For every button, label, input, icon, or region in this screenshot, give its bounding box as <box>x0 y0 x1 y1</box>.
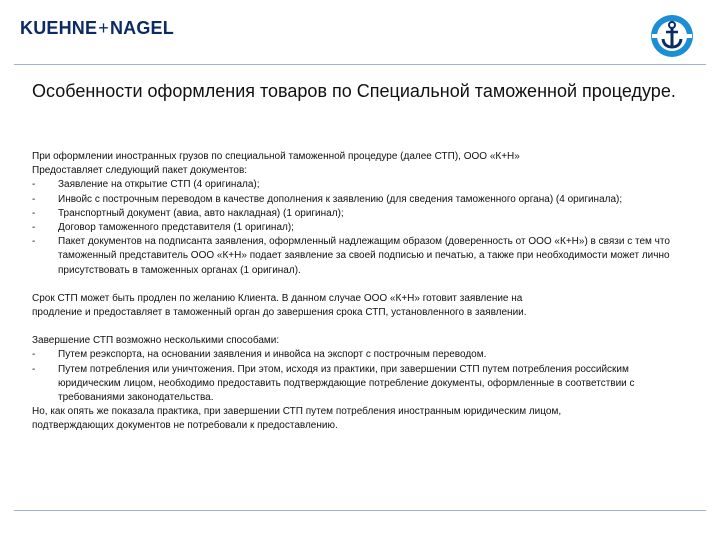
list-item-text: Пакет документов на подписанта заявления, оформленный надлежащим образом (доверенность от ООО «К+Н») в связи с тем что таможенный представитель ООО «К+Н» подает заявление за своей подписью и печатью, а также при необходимости может лично присутствовать в таможенных органах (1 оригинал). <box>58 236 670 276</box>
section1-intro-line: При оформлении иностранных грузов по специальной таможенной процедуре (далее СТП), ООО «К+Н» <box>32 151 520 162</box>
brand-plus: + <box>98 18 109 38</box>
list-item <box>32 235 692 278</box>
list-item-text: Путем реэкспорта, на основании заявления и инвойса на экспорт с постpочным переводом. <box>58 349 487 361</box>
list-item <box>32 363 692 406</box>
page-title: Особенности оформления товаров по Специальной таможенной процедуре. <box>32 81 676 101</box>
section2-line: Срок СТП может быть продлен по желанию Клиента. В данном случае ООО «К+Н» готовит заявление на <box>32 292 523 304</box>
list-item-text: Заявление на открытие СТП (4 оригинала); <box>58 179 260 191</box>
list-item <box>32 348 692 362</box>
footer-divider <box>14 510 706 511</box>
list-item <box>32 221 692 235</box>
bullet-marker: - <box>32 207 36 219</box>
section1-intro-line: Предоставляет следующий пакет документов: <box>32 165 248 177</box>
list-item <box>32 178 692 192</box>
bullet-marker: - <box>32 179 36 191</box>
bullet-marker: - <box>32 193 36 205</box>
list-item <box>32 207 692 221</box>
brand-name-left: KUEHNE <box>20 18 98 38</box>
header-divider <box>14 64 706 65</box>
section2-line: продление и предоставляет в таможенный орган до завершения срока СТП, установленного в заявлении. <box>32 307 527 319</box>
list-item <box>32 193 692 207</box>
list-item-text: Путем потребления или уничтожения. При этом, исходя из практики, при завершении СТП путем потребления российским юридическим лицом, необходимо предоставить подтверждающие потребление документы, оформленные в соответствии с требованиями законодательства. <box>58 363 635 404</box>
section3-intro: Завершение СТП возможно несколькими способами: <box>32 335 280 347</box>
brand-name-right: NAGEL <box>109 18 174 38</box>
bullet-marker: - <box>32 363 36 375</box>
list-item-text: Договор таможенного представителя (1 оригинал); <box>58 222 294 234</box>
section3-outro-line: Но, как опять же показала практика, при завершении СТП путем потребления иностранным юридическим лицом, <box>32 406 562 418</box>
section3-outro-line: подтверждающих документов не потребовали к предоставлению. <box>32 420 338 432</box>
bullet-marker: - <box>32 222 36 234</box>
document-body <box>32 150 692 434</box>
anchor-logo-icon <box>650 14 694 58</box>
bullet-marker: - <box>32 349 36 361</box>
bullet-marker: - <box>32 236 36 248</box>
brand-logo-text <box>20 18 174 39</box>
list-item-text: Инвойс с постpочным переводом в качестве дополнения к заявлению (для сведения таможенного органа) (4 оригинала); <box>58 193 623 205</box>
list-item-text: Транспортный документ (авиа, авто накладная) (1 оригинал); <box>58 207 344 219</box>
